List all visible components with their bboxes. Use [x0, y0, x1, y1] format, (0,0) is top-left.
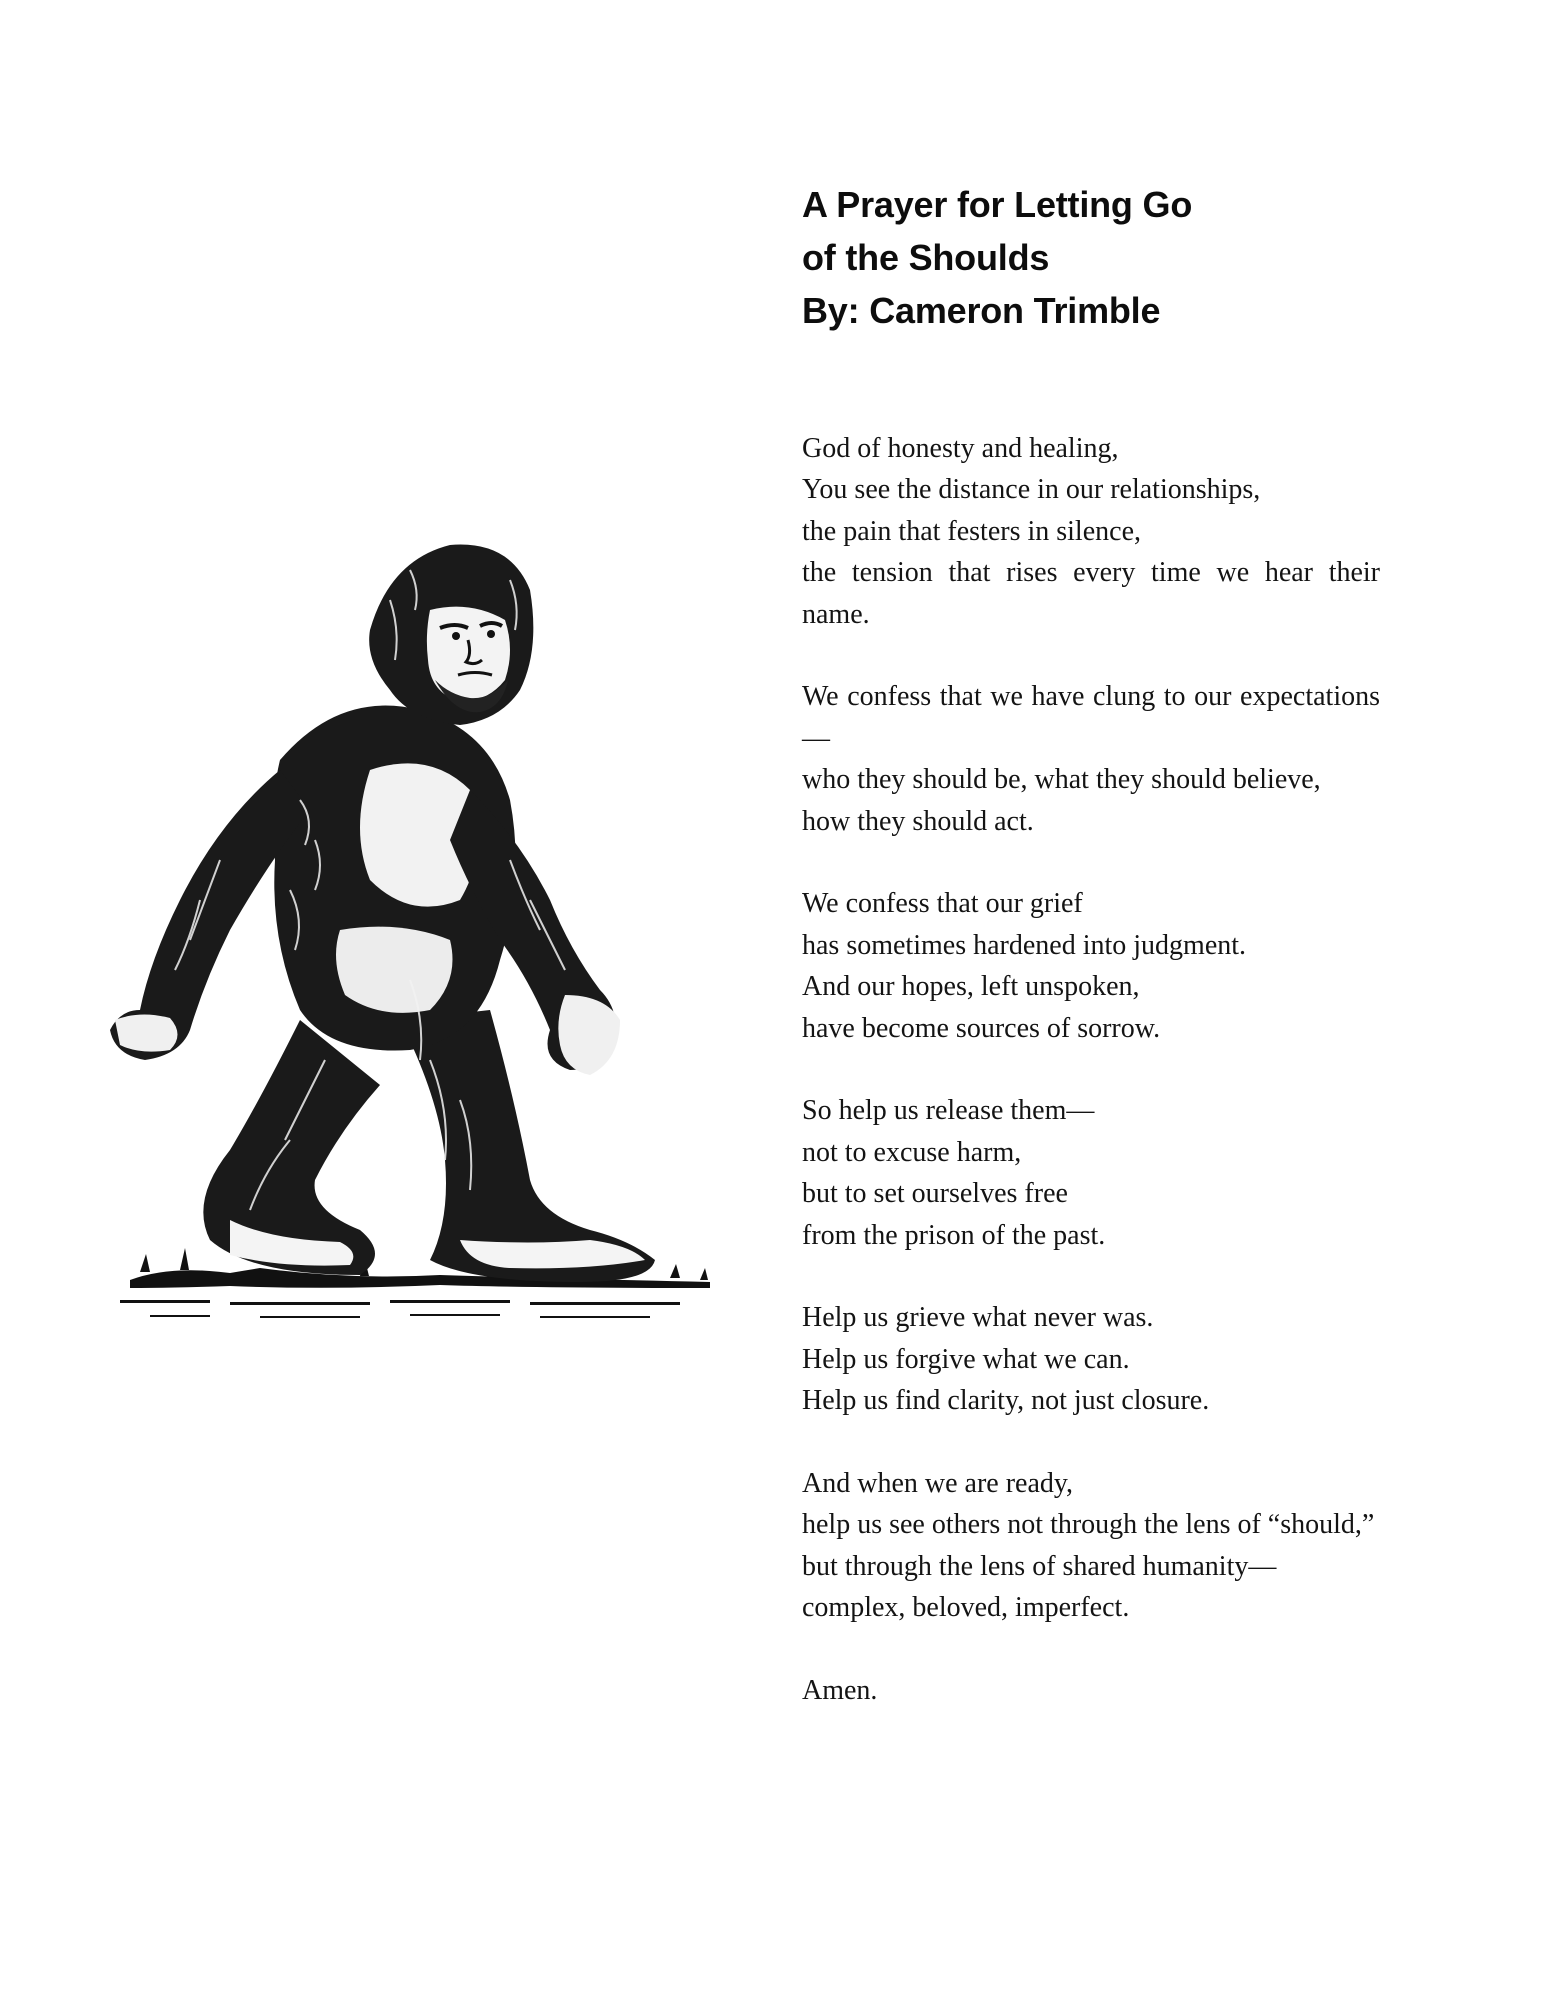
poem-line: who they should be, what they should believe, — [802, 764, 1321, 796]
poem-line: have become sources of sorrow. — [802, 1012, 1161, 1044]
poem-line: You see the distance in our relationships, — [802, 474, 1261, 506]
title-line-2: of the Shoulds — [802, 237, 1050, 278]
stanza — [802, 1670, 1380, 1711]
stanza — [802, 1463, 1380, 1629]
bigfoot-sasquatch-icon — [110, 540, 720, 1370]
poem-line: help us see others not through the lens of “should,” — [802, 1509, 1375, 1541]
poem-line: complex, beloved, imperfect. — [802, 1592, 1130, 1624]
poem-body — [802, 428, 1380, 1753]
poem-line: not to excuse harm, — [802, 1136, 1022, 1168]
poem-line: but to set ourselves free — [802, 1178, 1068, 1210]
poem-line: how they should act. — [802, 805, 1034, 837]
stanza — [802, 1297, 1380, 1421]
poem-line: Help us find clarity, not just closure. — [802, 1385, 1210, 1417]
bigfoot-illustration — [110, 540, 720, 1370]
poem-line: Amen. — [802, 1675, 878, 1707]
poem-line: the pain that festers in silence, — [802, 515, 1141, 547]
poem-line: And our hopes, left unspoken, — [802, 971, 1140, 1003]
poem-line: Help us grieve what never was. — [802, 1302, 1154, 1334]
poem-line: And when we are ready, — [802, 1468, 1074, 1500]
poem-line: from the prison of the past. — [802, 1219, 1106, 1251]
title-line-1: A Prayer for Letting Go — [802, 184, 1193, 225]
stanza — [802, 428, 1380, 635]
poem-line: Help us forgive what we can. — [802, 1343, 1130, 1375]
poem-line: but through the lens of shared humanity— — [802, 1550, 1277, 1582]
poem-line: So help us release them— — [802, 1095, 1095, 1127]
poem-line: has sometimes hardened into judgment. — [802, 929, 1247, 961]
byline: By: Cameron Trimble — [802, 290, 1161, 331]
title-block — [802, 178, 1422, 337]
poem-line: We confess that we have clung to our expectations— — [802, 681, 1380, 754]
poem-line: the tension that rises every time we hear their name. — [802, 557, 1380, 630]
poem-line: We confess that our grief — [802, 888, 1083, 920]
poem-line: God of honesty and healing, — [802, 433, 1119, 464]
stanza — [802, 1090, 1380, 1256]
stanza — [802, 883, 1380, 1049]
stanza — [802, 676, 1380, 842]
